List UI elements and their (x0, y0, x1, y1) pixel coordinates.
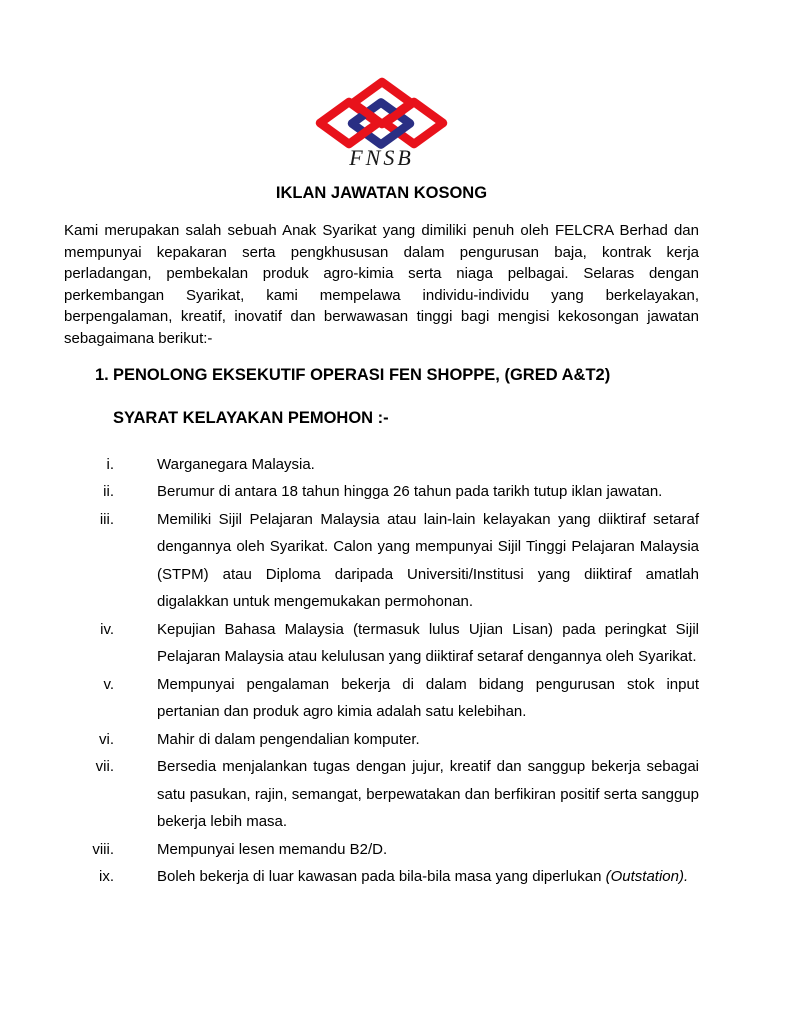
fnsb-logo (64, 0, 699, 171)
requirement-text-italic: (Outstation). (605, 868, 689, 886)
requirement-marker: viii. (92, 840, 114, 858)
requirement-marker: iv. (100, 620, 114, 638)
fnsb-chain-diamonds-icon (315, 76, 448, 151)
requirement-text: Berumur di antara 18 tahun hingga 26 tahun pada tarikh tutup iklan jawatan. (157, 483, 663, 501)
requirement-marker: ix. (99, 868, 114, 886)
requirement-item (64, 753, 699, 836)
requirement-marker: ii. (103, 483, 114, 501)
requirements-list (64, 451, 699, 891)
requirement-text: Warganegara Malaysia. (157, 455, 315, 473)
requirement-item (64, 863, 699, 891)
requirement-item (64, 836, 699, 864)
logo-wordmark: FNSB (349, 145, 414, 170)
document-content (64, 0, 699, 891)
requirement-text: Mempunyai lesen memandu B2/D. (157, 840, 388, 858)
requirement-text: Memiliki Sijil Pelajaran Malaysia atau lain-lain kelayakan yang diiktiraf setaraf dengannya oleh Syarikat. Calon yang mempunyai Sijil Tinggi Pelajaran Malaysia (STPM) atau Diploma daripada Universiti/Institusi yang diiktiraf amatlah digalakkan untuk mengemukakan permohonan. (157, 510, 699, 611)
job-number: 1. (95, 365, 109, 384)
requirement-text: Bersedia menjalankan tugas dengan jujur, kreatif dan sanggup bekerja sebagai satu pasukan, rajin, semangat, berpewatakan dan berfikiran positif serta sanggup bekerja lebih masa. (157, 758, 699, 831)
requirement-item (64, 451, 699, 479)
requirement-text: Kepujian Bahasa Malaysia (termasuk lulus Ujian Lisan) pada peringkat Sijil Pelajaran Malaysia atau kelulusan yang diiktiraf setaraf dengannya oleh Syarikat. (157, 620, 699, 666)
job-heading (64, 365, 699, 385)
job-title: PENOLONG EKSEKUTIF OPERASI FEN SHOPPE, (GRED A&T2) (113, 365, 611, 384)
requirements-heading: SYARAT KELAYAKAN PEMOHON :- (113, 408, 389, 427)
requirement-item (64, 726, 699, 754)
requirement-marker: iii. (99, 510, 114, 528)
requirement-marker: vi. (99, 730, 114, 748)
requirement-text: Mahir di dalam pengendalian komputer. (157, 730, 420, 748)
requirement-marker: i. (106, 455, 114, 473)
requirement-text: Boleh bekerja di luar kawasan pada bila-bila masa yang diperlukan (Outstation). (157, 868, 689, 886)
page-title: IKLAN JAWATAN KOSONG (275, 184, 488, 202)
requirement-text: Mempunyai pengalaman bekerja di dalam bidang pengurusan stok input pertanian dan produk agro kimia adalah satu kelebihan. (157, 675, 699, 721)
requirement-item (64, 616, 699, 671)
requirement-item (64, 478, 699, 506)
intro-paragraph: Kami merupakan salah sebuah Anak Syarikat yang dimiliki penuh oleh FELCRA Berhad dan mempunyai kepakaran serta pengkhususan dalam pengurusan baja, kontrak kerja perladangan, pembekalan produk agro-kimia serta niaga pelbagai. Selaras dengan perkembangan Syarikat, kami mempelawa individu-individu yang berkelayakan, berpengalaman, kreatif, inovatif dan berwawasan tinggi bagi mengisi kekosongan jawatan sebagaimana berikut:- (64, 222, 699, 347)
requirement-item (64, 506, 699, 616)
requirement-marker: vii. (95, 758, 114, 776)
requirement-item (64, 671, 699, 726)
requirement-marker: v. (103, 675, 114, 693)
